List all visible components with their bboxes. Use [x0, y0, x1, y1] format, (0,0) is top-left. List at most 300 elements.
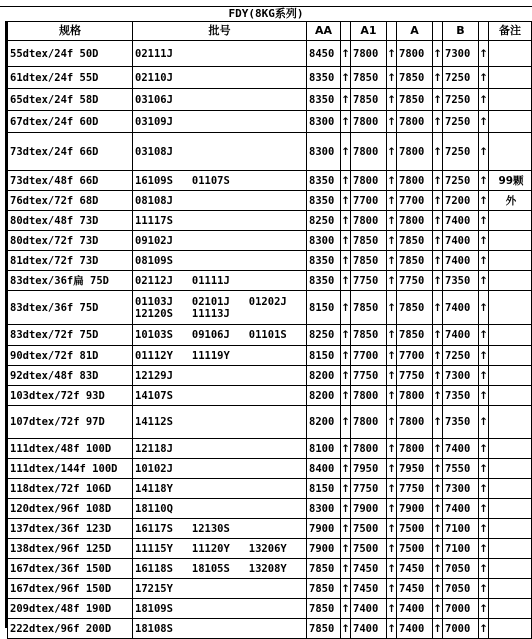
up-arrow-icon: ↑ [433, 406, 443, 439]
up-arrow-icon: ↑ [387, 439, 397, 459]
price-a: 7800 [397, 406, 433, 439]
batch-cell [133, 559, 307, 579]
up-arrow-icon: ↑ [387, 171, 397, 191]
up-arrow-icon: ↑ [387, 346, 397, 366]
batch-line: 16117S 12130S [135, 522, 230, 535]
price-b: 7250 [443, 89, 479, 111]
spec-cell: 90dtex/72f 81D [8, 346, 133, 366]
up-arrow-icon: ↑ [387, 291, 397, 325]
price-a1: 7800 [351, 386, 387, 406]
up-arrow-icon: ↑ [387, 251, 397, 271]
price-a1: 7700 [351, 191, 387, 211]
up-arrow-icon: ↑ [341, 439, 351, 459]
up-arrow-icon: ↑ [479, 271, 489, 291]
price-a: 7750 [397, 271, 433, 291]
price-a: 7750 [397, 366, 433, 386]
price-b: 7300 [443, 366, 479, 386]
up-arrow-icon: ↑ [433, 599, 443, 619]
up-arrow-icon: ↑ [341, 519, 351, 539]
header-a1: A1 [351, 22, 387, 41]
up-arrow-icon: ↑ [479, 191, 489, 211]
up-arrow-icon: ↑ [387, 406, 397, 439]
price-b: 7200 [443, 191, 479, 211]
table-row [8, 519, 532, 539]
note-cell [489, 133, 532, 171]
up-arrow-icon: ↑ [433, 191, 443, 211]
note-cell [489, 89, 532, 111]
table-row [8, 291, 532, 325]
up-arrow-icon: ↑ [479, 386, 489, 406]
up-arrow-icon: ↑ [341, 406, 351, 439]
up-arrow-icon: ↑ [479, 346, 489, 366]
up-arrow-icon: ↑ [341, 459, 351, 479]
price-a: 7950 [397, 459, 433, 479]
spec-cell: 137dtex/36f 123D [8, 519, 133, 539]
spec-cell: 80dtex/48f 73D [8, 211, 133, 231]
price-a1: 7800 [351, 171, 387, 191]
table-row [8, 599, 532, 619]
table-row [8, 346, 532, 366]
price-a1: 7800 [351, 211, 387, 231]
note-cell [489, 579, 532, 599]
batch-line: 14118Y [135, 482, 173, 495]
up-arrow-icon: ↑ [387, 191, 397, 211]
table-row [8, 459, 532, 479]
table-row [8, 559, 532, 579]
batch-line: 14107S [135, 389, 173, 402]
up-arrow-icon: ↑ [341, 499, 351, 519]
note-cell [489, 386, 532, 406]
up-arrow-icon: ↑ [341, 251, 351, 271]
up-arrow-icon: ↑ [387, 386, 397, 406]
price-a1: 7800 [351, 406, 387, 439]
price-aa: 7900 [307, 519, 341, 539]
up-arrow-icon: ↑ [341, 111, 351, 133]
price-aa: 8350 [307, 89, 341, 111]
up-arrow-icon: ↑ [387, 133, 397, 171]
header-blank [387, 22, 397, 41]
batch-cell [133, 386, 307, 406]
spec-cell: 111dtex/144f 100D [8, 459, 133, 479]
price-aa: 8100 [307, 439, 341, 459]
up-arrow-icon: ↑ [479, 366, 489, 386]
up-arrow-icon: ↑ [479, 579, 489, 599]
price-a1: 7900 [351, 499, 387, 519]
header-blank [341, 22, 351, 41]
up-arrow-icon: ↑ [433, 499, 443, 519]
note-cell [489, 211, 532, 231]
spec-cell: 67dtex/24f 60D [8, 111, 133, 133]
up-arrow-icon: ↑ [387, 231, 397, 251]
price-a: 7800 [397, 386, 433, 406]
up-arrow-icon: ↑ [479, 67, 489, 89]
up-arrow-icon: ↑ [341, 271, 351, 291]
up-arrow-icon: ↑ [433, 325, 443, 346]
price-b: 7250 [443, 171, 479, 191]
up-arrow-icon: ↑ [341, 619, 351, 639]
batch-cell [133, 231, 307, 251]
spec-cell: 73dtex/48f 66D [8, 171, 133, 191]
spec-cell: 65dtex/24f 58D [8, 89, 133, 111]
batch-line: 14112S [135, 416, 173, 428]
up-arrow-icon: ↑ [433, 579, 443, 599]
spec-cell: 83dtex/36f 75D [8, 291, 133, 325]
left-margin-bar [0, 21, 7, 628]
up-arrow-icon: ↑ [341, 211, 351, 231]
up-arrow-icon: ↑ [341, 171, 351, 191]
up-arrow-icon: ↑ [387, 41, 397, 67]
batch-line: 11117S [135, 214, 173, 227]
up-arrow-icon: ↑ [433, 111, 443, 133]
table-row [8, 41, 532, 67]
up-arrow-icon: ↑ [433, 519, 443, 539]
header-row [8, 22, 532, 41]
batch-cell [133, 346, 307, 366]
batch-cell [133, 271, 307, 291]
price-a1: 7950 [351, 459, 387, 479]
price-aa: 8450 [307, 41, 341, 67]
up-arrow-icon: ↑ [479, 41, 489, 67]
price-a1: 7850 [351, 67, 387, 89]
price-b: 7400 [443, 211, 479, 231]
up-arrow-icon: ↑ [387, 599, 397, 619]
table-row [8, 133, 532, 171]
up-arrow-icon: ↑ [341, 479, 351, 499]
price-a1: 7700 [351, 346, 387, 366]
price-aa: 8150 [307, 346, 341, 366]
price-a: 7850 [397, 251, 433, 271]
up-arrow-icon: ↑ [479, 231, 489, 251]
price-a1: 7750 [351, 366, 387, 386]
batch-cell [133, 325, 307, 346]
batch-cell [133, 191, 307, 211]
table-row [8, 89, 532, 111]
price-a1: 7800 [351, 111, 387, 133]
note-cell [489, 41, 532, 67]
note-cell: 99颗 [489, 171, 532, 191]
spec-cell: 83dtex/72f 75D [8, 325, 133, 346]
batch-line: 11115Y 11120Y 13206Y [135, 542, 287, 555]
batch-cell [133, 41, 307, 67]
note-cell [489, 459, 532, 479]
table-row [8, 111, 532, 133]
batch-line: 08109S [135, 254, 173, 267]
batch-cell [133, 89, 307, 111]
batch-line: 12118J [135, 442, 173, 455]
batch-line: 17215Y [135, 582, 173, 595]
price-a1: 7750 [351, 479, 387, 499]
table-row [8, 499, 532, 519]
price-b: 7250 [443, 133, 479, 171]
up-arrow-icon: ↑ [479, 539, 489, 559]
note-cell [489, 67, 532, 89]
note-cell [489, 271, 532, 291]
price-b: 7400 [443, 499, 479, 519]
spec-cell: 138dtex/96f 125D [8, 539, 133, 559]
table-row [8, 67, 532, 89]
up-arrow-icon: ↑ [387, 559, 397, 579]
up-arrow-icon: ↑ [479, 619, 489, 639]
price-a: 7800 [397, 211, 433, 231]
up-arrow-icon: ↑ [433, 559, 443, 579]
up-arrow-icon: ↑ [433, 346, 443, 366]
spec-cell: 222dtex/96f 200D [8, 619, 133, 639]
price-a1: 7850 [351, 231, 387, 251]
batch-cell [133, 251, 307, 271]
up-arrow-icon: ↑ [479, 251, 489, 271]
batch-cell [133, 499, 307, 519]
up-arrow-icon: ↑ [387, 579, 397, 599]
up-arrow-icon: ↑ [387, 619, 397, 639]
header-a: A [397, 22, 433, 41]
up-arrow-icon: ↑ [479, 211, 489, 231]
note-cell [489, 479, 532, 499]
price-a1: 7450 [351, 579, 387, 599]
price-b: 7350 [443, 386, 479, 406]
note-cell: 外 [489, 191, 532, 211]
batch-cell [133, 291, 307, 325]
up-arrow-icon: ↑ [479, 325, 489, 346]
price-a1: 7400 [351, 619, 387, 639]
price-a: 7850 [397, 291, 433, 325]
up-arrow-icon: ↑ [433, 439, 443, 459]
up-arrow-icon: ↑ [387, 67, 397, 89]
price-b: 7100 [443, 519, 479, 539]
up-arrow-icon: ↑ [387, 89, 397, 111]
note-cell [489, 231, 532, 251]
batch-line: 08108J [135, 194, 173, 207]
price-b: 7550 [443, 459, 479, 479]
up-arrow-icon: ↑ [341, 346, 351, 366]
price-a: 7450 [397, 559, 433, 579]
up-arrow-icon: ↑ [387, 519, 397, 539]
up-arrow-icon: ↑ [479, 559, 489, 579]
price-aa: 8350 [307, 191, 341, 211]
up-arrow-icon: ↑ [479, 111, 489, 133]
table-body [8, 41, 532, 639]
price-aa: 8250 [307, 211, 341, 231]
up-arrow-icon: ↑ [387, 111, 397, 133]
price-a1: 7400 [351, 599, 387, 619]
up-arrow-icon: ↑ [387, 211, 397, 231]
price-a: 7800 [397, 171, 433, 191]
batch-cell [133, 459, 307, 479]
price-aa: 7850 [307, 559, 341, 579]
batch-line: 10102J [135, 462, 173, 475]
price-b: 7300 [443, 41, 479, 67]
batch-line: 03108J [135, 145, 173, 158]
up-arrow-icon: ↑ [433, 89, 443, 111]
batch-cell [133, 67, 307, 89]
spec-cell: 209dtex/48f 190D [8, 599, 133, 619]
up-arrow-icon: ↑ [433, 386, 443, 406]
price-aa: 7850 [307, 619, 341, 639]
up-arrow-icon: ↑ [433, 366, 443, 386]
batch-line: 01112Y 11119Y [135, 349, 230, 362]
up-arrow-icon: ↑ [479, 133, 489, 171]
price-b: 7400 [443, 251, 479, 271]
header-blank [479, 22, 489, 41]
batch-cell [133, 406, 307, 439]
note-cell [489, 111, 532, 133]
price-b: 7050 [443, 579, 479, 599]
up-arrow-icon: ↑ [433, 479, 443, 499]
price-a: 7400 [397, 599, 433, 619]
table-row [8, 366, 532, 386]
header-spec: 规格 [8, 22, 133, 41]
table-row [8, 251, 532, 271]
up-arrow-icon: ↑ [479, 479, 489, 499]
price-aa: 8150 [307, 291, 341, 325]
batch-line: 02112J 01111J [135, 274, 230, 287]
price-aa: 8250 [307, 325, 341, 346]
price-aa: 7850 [307, 579, 341, 599]
price-b: 7000 [443, 619, 479, 639]
spec-cell: 55dtex/24f 50D [8, 41, 133, 67]
note-cell [489, 366, 532, 386]
up-arrow-icon: ↑ [433, 171, 443, 191]
price-a1: 7800 [351, 133, 387, 171]
up-arrow-icon: ↑ [387, 325, 397, 346]
price-b: 7400 [443, 231, 479, 251]
up-arrow-icon: ↑ [433, 67, 443, 89]
spec-cell: 167dtex/36f 150D [8, 559, 133, 579]
batch-line: 03106J [135, 93, 173, 106]
batch-cell [133, 619, 307, 639]
batch-cell [133, 539, 307, 559]
price-aa: 7850 [307, 599, 341, 619]
up-arrow-icon: ↑ [387, 499, 397, 519]
up-arrow-icon: ↑ [341, 291, 351, 325]
price-a: 7850 [397, 89, 433, 111]
batch-line: 18110Q [135, 502, 173, 515]
up-arrow-icon: ↑ [341, 191, 351, 211]
up-arrow-icon: ↑ [479, 291, 489, 325]
spec-cell: 120dtex/96f 108D [8, 499, 133, 519]
price-a1: 7850 [351, 291, 387, 325]
batch-line: 03109J [135, 115, 173, 128]
price-aa: 7900 [307, 539, 341, 559]
price-a: 7750 [397, 479, 433, 499]
up-arrow-icon: ↑ [387, 366, 397, 386]
price-a: 7850 [397, 325, 433, 346]
up-arrow-icon: ↑ [433, 291, 443, 325]
note-cell [489, 251, 532, 271]
batch-line: 12129J [135, 369, 173, 382]
price-b: 7350 [443, 406, 479, 439]
batch-cell [133, 479, 307, 499]
up-arrow-icon: ↑ [387, 539, 397, 559]
price-a: 7850 [397, 231, 433, 251]
price-aa: 8400 [307, 459, 341, 479]
batch-cell [133, 439, 307, 459]
up-arrow-icon: ↑ [433, 133, 443, 171]
price-a: 7800 [397, 41, 433, 67]
price-a: 7700 [397, 346, 433, 366]
note-cell [489, 539, 532, 559]
up-arrow-icon: ↑ [479, 171, 489, 191]
price-aa: 8200 [307, 366, 341, 386]
batch-line: 18108S [135, 622, 173, 635]
spec-cell: 73dtex/24f 66D [8, 133, 133, 171]
price-a1: 7500 [351, 539, 387, 559]
price-b: 7400 [443, 291, 479, 325]
batch-line: 09102J [135, 234, 173, 247]
spec-cell: 61dtex/24f 55D [8, 67, 133, 89]
spec-cell: 83dtex/36f扁 75D [8, 271, 133, 291]
up-arrow-icon: ↑ [341, 559, 351, 579]
note-cell [489, 499, 532, 519]
batch-cell [133, 171, 307, 191]
table-row [8, 271, 532, 291]
table-row [8, 211, 532, 231]
up-arrow-icon: ↑ [433, 41, 443, 67]
table-row [8, 479, 532, 499]
price-aa: 8200 [307, 406, 341, 439]
table-row [8, 579, 532, 599]
price-a1: 7800 [351, 41, 387, 67]
up-arrow-icon: ↑ [341, 41, 351, 67]
header-aa: AA [307, 22, 341, 41]
table-row [8, 231, 532, 251]
batch-cell [133, 599, 307, 619]
note-cell [489, 325, 532, 346]
price-table [7, 21, 532, 639]
note-cell [489, 519, 532, 539]
batch-line: 02111J [135, 47, 173, 60]
up-arrow-icon: ↑ [341, 67, 351, 89]
spec-cell: 103dtex/72f 93D [8, 386, 133, 406]
note-cell [489, 406, 532, 439]
batch-cell [133, 366, 307, 386]
spec-cell: 107dtex/72f 97D [8, 406, 133, 439]
up-arrow-icon: ↑ [387, 271, 397, 291]
batch-cell [133, 133, 307, 171]
price-b: 7350 [443, 271, 479, 291]
up-arrow-icon: ↑ [479, 406, 489, 439]
table-row [8, 439, 532, 459]
up-arrow-icon: ↑ [433, 459, 443, 479]
price-b: 7400 [443, 325, 479, 346]
table-row [8, 191, 532, 211]
up-arrow-icon: ↑ [341, 89, 351, 111]
price-b: 7050 [443, 559, 479, 579]
table-title: FDY(8KG系列) [228, 7, 304, 20]
spec-cell: 111dtex/48f 100D [8, 439, 133, 459]
up-arrow-icon: ↑ [341, 133, 351, 171]
up-arrow-icon: ↑ [341, 539, 351, 559]
note-cell [489, 291, 532, 325]
up-arrow-icon: ↑ [479, 599, 489, 619]
batch-cell [133, 519, 307, 539]
batch-line: 10103S 09106J 01101S [135, 329, 287, 341]
spec-cell: 80dtex/72f 73D [8, 231, 133, 251]
batch-line: 16118S 18105S 13208Y [135, 562, 287, 575]
header-blank [433, 22, 443, 41]
price-aa: 8350 [307, 251, 341, 271]
table-row [8, 325, 532, 346]
note-cell [489, 346, 532, 366]
spec-cell: 92dtex/48f 83D [8, 366, 133, 386]
up-arrow-icon: ↑ [433, 539, 443, 559]
price-aa: 8350 [307, 171, 341, 191]
table-row [8, 619, 532, 639]
table-row [8, 539, 532, 559]
note-cell [489, 439, 532, 459]
batch-line: 18109S [135, 602, 173, 615]
batch-cell [133, 111, 307, 133]
price-a: 7500 [397, 539, 433, 559]
